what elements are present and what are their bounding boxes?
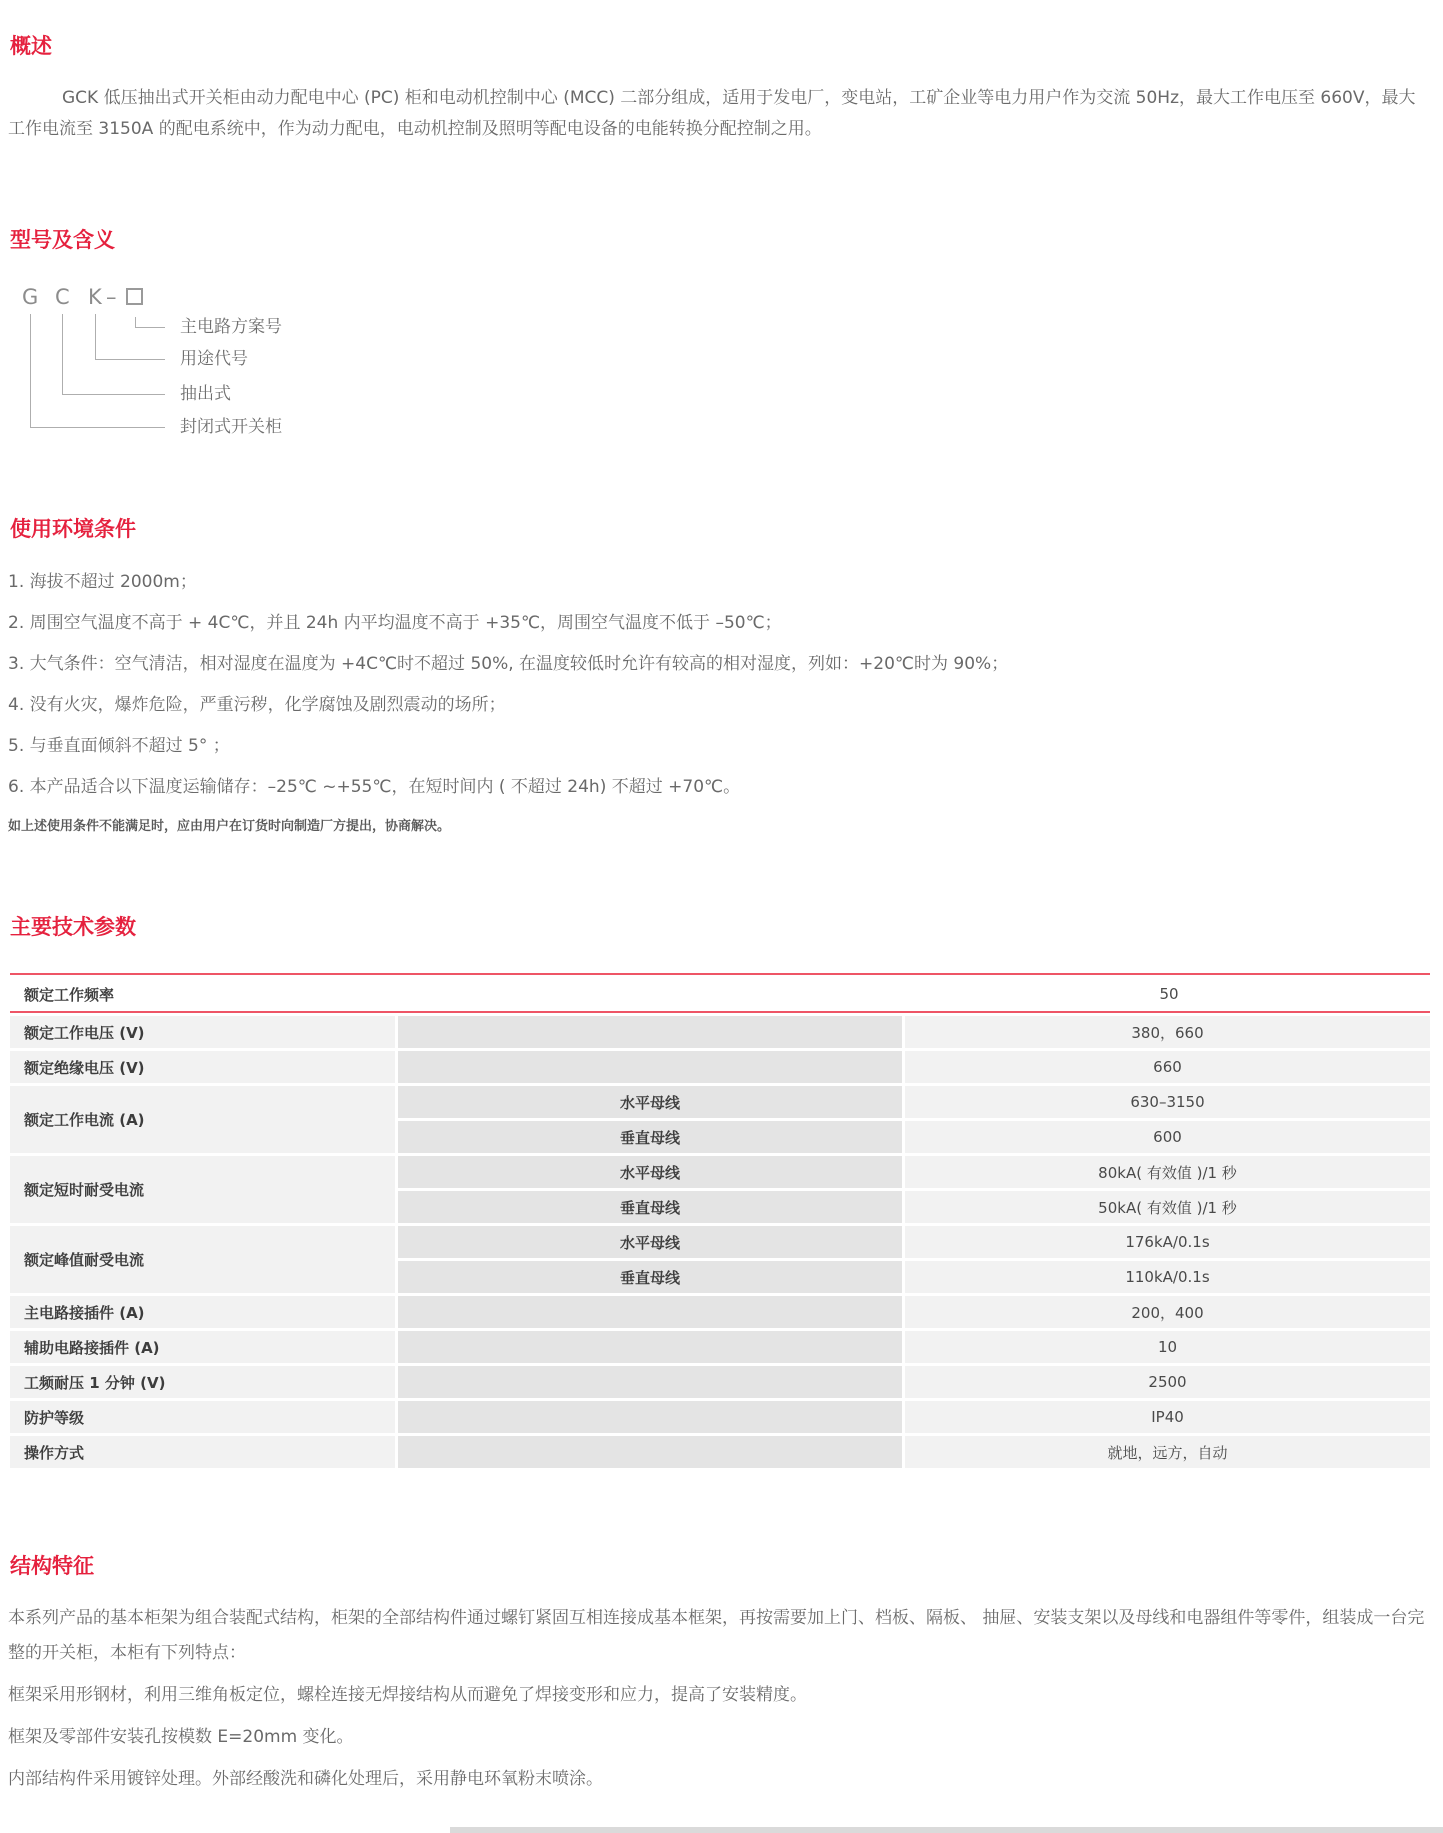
busbar-type-cell (398, 1296, 902, 1328)
row-label: 工频耐压 1 分钟 (V) (10, 1366, 395, 1398)
busbar-type-cell (398, 1436, 902, 1468)
table-row-group (10, 1016, 1430, 1048)
overview-paragraph: GCK 低压抽出式开关柜由动力配电中心 (PC) 柜和电动机控制中心 (MCC) 二部分组成，适用于发电厂，变电站，工矿企业等电力用户作为交流 50Hz，最大工作电压至 660V，最大工作电流至 3150A 的配电系统中，作为动力配电，电动机控制及照明等配电设备的电能转换分配控制之用。 (8, 88, 1416, 139)
parameters-table (10, 973, 1430, 1468)
row-value: 600 (905, 1121, 1430, 1153)
model-code-letter: – (106, 285, 117, 309)
environment-condition-item: 4. 没有火灾，爆炸危险，严重污秽，化学腐蚀及剧烈震动的场所； (8, 695, 506, 715)
model-connector-line (30, 427, 165, 428)
model-connector-line (95, 359, 165, 360)
structure-paragraph: 本系列产品的基本柜架为组合装配式结构，柜架的全部结构件通过螺钉紧固互相连接成基本框架，再按需要加上门、档板、隔板、 抽屉、安装支架以及母线和电器组件等零件，组装成一台完整的开关柜，本柜有下列特点： (8, 1608, 1425, 1663)
row-label: 防护等级 (10, 1401, 395, 1433)
next-table-edge (450, 1827, 1443, 1833)
table-row-group (10, 1226, 1430, 1293)
model-code-diagram (10, 284, 1443, 444)
environment-condition-item: 3. 大气条件：空气清洁，相对湿度在温度为 +4C℃时不超过 50%, 在温度较低时允许有较高的相对湿度，列如：+20℃时为 90%； (8, 654, 1009, 674)
table-subrow (398, 1366, 1430, 1398)
structure-paragraph: 框架及零部件安装孔按模数 E=20mm 变化。 (8, 1727, 354, 1747)
table-subrow (398, 1191, 1430, 1223)
row-label: 辅助电路接插件 (A) (10, 1331, 395, 1363)
model-connector-line (135, 317, 136, 327)
environment-condition-item: 1. 海拔不超过 2000m； (8, 572, 197, 592)
row-subrows (398, 1331, 1430, 1363)
row-value: 80kA( 有效值 )/1 秒 (905, 1156, 1430, 1188)
structure-paragraphs (8, 1601, 1429, 1797)
model-code-letter: C (55, 285, 70, 309)
table-row-group (10, 1401, 1430, 1433)
table-subrow (398, 1016, 1430, 1048)
table-row-group (10, 1331, 1430, 1363)
row-subrows (398, 1051, 1430, 1083)
environment-condition-item: 2. 周围空气温度不高于 + 4C℃，并且 24h 内平均温度不高于 +35℃，周围空气温度不低于 –50℃； (8, 613, 782, 633)
model-connector-line (30, 314, 31, 427)
busbar-type-cell (398, 1331, 902, 1363)
row-subrows (398, 1436, 1430, 1468)
row-subrows (398, 1296, 1430, 1328)
busbar-type-cell: 垂直母线 (398, 1121, 902, 1153)
model-connector-line (95, 314, 96, 359)
environment-title: 使用环境条件 (10, 517, 136, 541)
environment-note: 如上述使用条件不能满足时，应由用户在订货时向制造厂方提出，协商解决。 (8, 819, 451, 834)
busbar-type-cell: 水平母线 (398, 1156, 902, 1188)
row-subrows (398, 1156, 1430, 1223)
row-subrows (398, 1086, 1430, 1153)
row-value: 380，660 (905, 1016, 1430, 1048)
row-subrows (398, 1016, 1430, 1048)
row-subrows (398, 1366, 1430, 1398)
model-title: 型号及含义 (10, 228, 115, 252)
busbar-type-cell (398, 1016, 902, 1048)
table-row-group (10, 1296, 1430, 1328)
table-row-group (10, 1366, 1430, 1398)
table-row-group (10, 1436, 1430, 1468)
table-subrow (398, 1226, 1430, 1258)
model-code-letter: K (88, 285, 102, 309)
row-value: 110kA/0.1s (905, 1261, 1430, 1293)
table-subrow (398, 1436, 1430, 1468)
environment-conditions-list (8, 572, 1429, 798)
row-label: 额定工作电压 (V) (10, 1016, 395, 1048)
row-label: 额定短时耐受电流 (10, 1156, 395, 1223)
row-value: 630–3150 (905, 1086, 1430, 1118)
model-connector-line (135, 327, 165, 328)
table-row-group (10, 1051, 1430, 1083)
row-value: 2500 (905, 1366, 1430, 1398)
model-connector-line (62, 314, 63, 394)
model-code-letter: G (22, 285, 39, 309)
model-connector-line (62, 394, 165, 395)
table-row-frequency (10, 975, 1430, 1013)
structure-paragraph: 内部结构件采用镀锌处理。外部经酸洗和磷化处理后，采用静电环氧粉末喷涂。 (8, 1769, 603, 1789)
busbar-type-cell (398, 1051, 902, 1083)
model-code-label: 抽出式 (180, 384, 231, 404)
row-value: 200，400 (905, 1296, 1430, 1328)
table-subrow (398, 1121, 1430, 1153)
row-label: 额定工作电流 (A) (10, 1086, 395, 1153)
row-subrows (398, 1401, 1430, 1433)
table-subrow (398, 1261, 1430, 1293)
busbar-type-cell: 水平母线 (398, 1086, 902, 1118)
model-code-label: 主电路方案号 (180, 317, 282, 337)
environment-condition-item: 5. 与垂直面倾斜不超过 5° ； (8, 736, 230, 756)
row-value: 660 (905, 1051, 1430, 1083)
busbar-type-cell: 水平母线 (398, 1226, 902, 1258)
table-subrow (398, 1051, 1430, 1083)
table-subrow (398, 1156, 1430, 1188)
row-label: 额定工作频率 (24, 985, 115, 1004)
environment-condition-item: 6. 本产品适合以下温度运输储存：–25℃ ~+55℃，在短时间内 ( 不超过 24h) 不超过 +70℃。 (8, 777, 741, 797)
table-subrow (398, 1296, 1430, 1328)
row-value: 50 (1159, 985, 1179, 1003)
row-value: 10 (905, 1331, 1430, 1363)
busbar-type-cell: 垂直母线 (398, 1191, 902, 1223)
model-code-label: 封闭式开关柜 (180, 417, 282, 437)
model-code-label: 用途代号 (180, 349, 248, 369)
table-subrow (398, 1401, 1430, 1433)
row-value: 50kA( 有效值 )/1 秒 (905, 1191, 1430, 1223)
row-label: 额定峰值耐受电流 (10, 1226, 395, 1293)
row-value: 176kA/0.1s (905, 1226, 1430, 1258)
table-row-group (10, 1156, 1430, 1223)
busbar-type-cell (398, 1366, 902, 1398)
row-label: 操作方式 (10, 1436, 395, 1468)
row-value: 就地，远方，自动 (905, 1436, 1430, 1468)
table-subrow (398, 1086, 1430, 1118)
busbar-type-cell (398, 1401, 902, 1433)
row-label: 主电路接插件 (A) (10, 1296, 395, 1328)
overview-title: 概述 (10, 34, 52, 58)
row-value: IP40 (905, 1401, 1430, 1433)
table-subrow (398, 1331, 1430, 1363)
table-row-group (10, 1086, 1430, 1153)
busbar-type-cell: 垂直母线 (398, 1261, 902, 1293)
structure-title: 结构特征 (10, 1554, 94, 1578)
structure-paragraph: 框架采用形钢材，利用三维角板定位，螺栓连接无焊接结构从而避免了焊接变形和应力，提高了安装精度。 (8, 1685, 807, 1705)
row-label: 额定绝缘电压 (V) (10, 1051, 395, 1083)
row-subrows (398, 1226, 1430, 1293)
parameters-title: 主要技术参数 (10, 915, 136, 939)
model-code-box (126, 288, 143, 305)
